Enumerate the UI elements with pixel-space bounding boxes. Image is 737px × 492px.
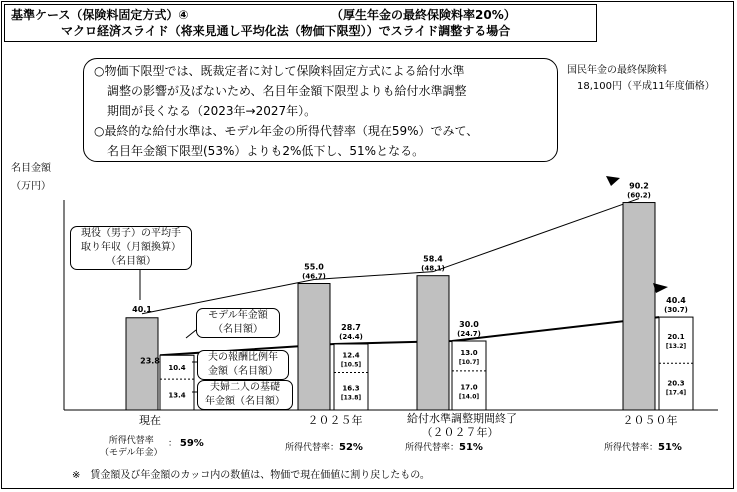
wage-real-label-1: (46.7) [302, 272, 326, 281]
ratio-2025-value: 52% [339, 442, 363, 453]
x-label-0: 現在 [139, 414, 161, 427]
pension-total-real-label-1: (24.4) [339, 332, 363, 341]
wage-arrowhead [606, 176, 620, 186]
earnings-label-1: 12.4 [342, 351, 360, 360]
wage-label-2: 58.4 [423, 254, 443, 264]
wage-trend-line [142, 199, 639, 314]
earnings-label-3: 20.1 [667, 333, 685, 342]
ratio-2025 [285, 440, 363, 453]
earnings-label-2: 13.0 [460, 348, 478, 357]
pension-total-real-label-3: (30.7) [664, 306, 688, 315]
wage-label-1: 55.0 [304, 262, 324, 272]
note-1-line2: 調整の影響が及ばないため、名目年金額下限型よりも給付水準調整 [107, 84, 467, 98]
pension-total-label-3: 40.4 [666, 296, 686, 306]
note-1-line1: ○物価下限型では、既裁定者に対して保険料固定方式による給付水準 [94, 64, 465, 78]
x-label-2-sub: （２０２７年） [421, 426, 499, 439]
ratio-2025-label: 所得代替率： [285, 443, 340, 453]
note-2-line2: 名目年金額下限型(53%）よりも2%低下し、51%となる。 [107, 144, 425, 158]
basic-real-label-2: [14.0] [458, 393, 480, 401]
wage-bar-3 [623, 203, 655, 410]
title-left: 基準ケース（保険料固定方式）④ [11, 8, 189, 22]
callout-husband-line1: 夫の報酬比例年 [208, 352, 278, 363]
title-right: （厚生年金の最終保険料率20%） [331, 8, 516, 22]
ratio-now-colon: ： [168, 439, 178, 449]
callout-wage-line1: 現役（男子）の平均手 [81, 228, 181, 239]
earnings-real-label-2: [10.7] [458, 358, 480, 366]
ratio-now-value-wrap [168, 436, 204, 449]
callout-basic [197, 380, 293, 410]
note-2-line1: ○最終的な給付水準は、モデル年金の所得代替率（現在59%）でみて、 [94, 124, 479, 138]
wage-bar-2 [417, 276, 449, 410]
note-1-line3: 期間が長くなる（2023年→2027年）。 [107, 104, 317, 118]
ratio-2027-value: 51% [459, 442, 483, 453]
footnote: ※ 賃金額及び年金額のカッコ内の数値は、物価で現在価値に割り戻したもの。 [72, 470, 430, 481]
ratio-2050-value: 51% [658, 442, 682, 453]
wage-label-3: 90.2 [629, 181, 649, 191]
callout-wage [70, 226, 192, 270]
y-axis-label-line1: 名目金額 [11, 163, 51, 174]
reference-line2: 18,100円（平成11年度価格） [577, 81, 715, 92]
basic-label-2: 17.0 [460, 383, 478, 392]
earnings-real-label-1: [10.5] [340, 361, 362, 369]
ratio-2027 [405, 440, 483, 453]
callout-model-line1: モデル年金額 [208, 310, 268, 321]
basic-real-label-3: [17.4] [665, 389, 687, 397]
callout-model-line2: （名目額） [213, 324, 263, 335]
basic-label-0: 13.4 [168, 391, 186, 400]
pension-total-label-0: 23.8 [140, 356, 160, 366]
ratio-2050 [604, 440, 682, 453]
wage-real-label-2: (48.1) [421, 264, 445, 273]
callout-basic-line2: 年金額（名目額） [205, 396, 285, 407]
ratio-now-label-line1: 所得代替率 [108, 436, 154, 446]
title-line2: マクロ経済スライド（将来見通し平均化法（物価下限型））でスライド調整する場合 [61, 24, 511, 38]
wage-bar-1 [298, 284, 330, 411]
callout-basic-line1: 夫婦二人の基礎 [210, 382, 280, 393]
x-label-3: ２０５０年 [622, 414, 678, 427]
ratio-2027-label: 所得代替率： [405, 443, 460, 453]
pension-total-real-label-2: (24.7) [457, 330, 481, 338]
callout-wage-line2: 取り年収（月額換算） [81, 242, 181, 253]
wage-label-0: 40.1 [132, 304, 152, 314]
pension-total-label-1: 28.7 [341, 322, 361, 332]
x-label-1: ２０２５年 [307, 414, 363, 427]
ratio-2050-label: 所得代替率： [604, 443, 659, 453]
basic-label-1: 16.3 [342, 384, 360, 393]
ratio-now [100, 435, 163, 459]
earnings-label-0: 10.4 [168, 364, 186, 373]
callout-husband [197, 350, 289, 380]
ratio-now-value: 59% [179, 438, 204, 449]
basic-label-3: 20.3 [667, 379, 685, 388]
callout-model [196, 308, 280, 338]
pension-total-label-2: 30.0 [459, 320, 479, 329]
x-label-2: 給付水準調整期間終了 [407, 412, 517, 425]
reference-line1: 国民年金の最終保険料 [567, 65, 667, 76]
callout-model-leader [186, 330, 196, 338]
ratio-now-label-line2: （モデル年金） [100, 448, 163, 458]
y-axis-label-line2: （万円） [11, 181, 51, 192]
earnings-real-label-3: [13.2] [665, 343, 687, 351]
basic-real-label-1: [13.8] [340, 394, 362, 402]
callout-husband-line2: 金額（名目額） [208, 366, 278, 377]
callout-wage-line3: （名目額） [106, 256, 156, 267]
wage-real-label-3: (60.2) [627, 191, 651, 200]
